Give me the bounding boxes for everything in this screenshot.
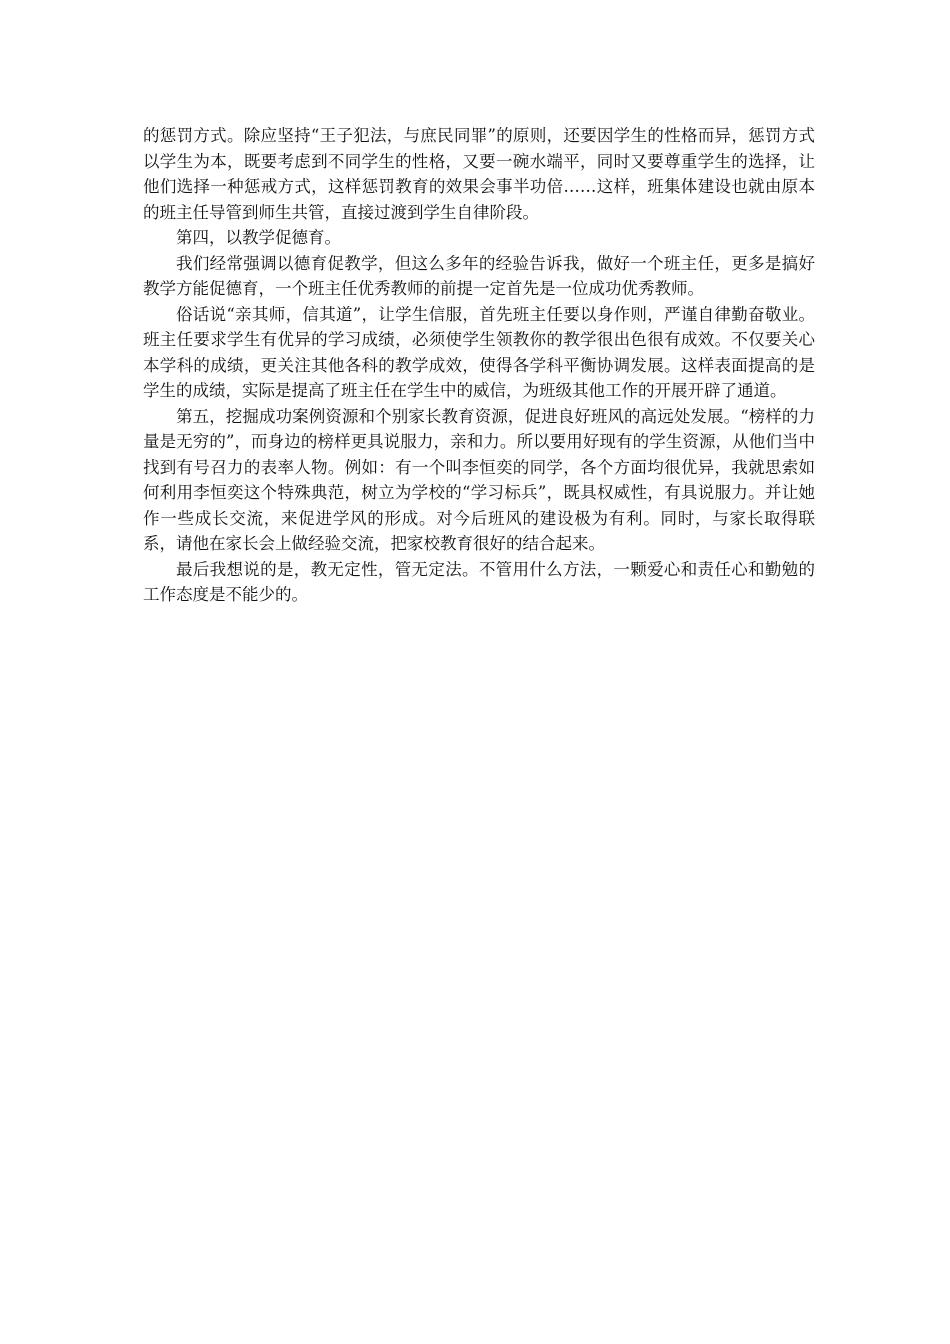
document-body xyxy=(143,123,815,608)
paragraph: 俗话说“亲其师，信其道”，让学生信服，首先班主任要以身作则，严谨自律勤奋敬业。班主任要求学生有优异的学习成绩，必须使学生领教你的教学很出色很有成效。不仅要关心本学科的成绩，更关注其他各科的教学成效，使得各学科平衡协调发展。这样表面提高的是学生的成绩，实际是提高了班主任在学生中的威信，为班级其他工作的开展开辟了通道。 xyxy=(143,304,815,400)
paragraph: 我们经常强调以德育促教学，但这么多年的经验告诉我，做好一个班主任，更多是搞好教学方能促德育，一个班主任优秀教师的前提一定首先是一位成功优秀教师。 xyxy=(143,253,815,298)
paragraph-heading-fifth: 第五，挖掘成功案例资源和个别家长教育资源，促进良好班风的高远处发展。“榜样的力量是无穷的”，而身边的榜样更具说服力，亲和力。所以要用好现有的学生资源，从他们当中找到有号召力的表率人物。例如：有一个叫李恒奕的同学，各个方面均很优异，我就思索如何利用李恒奕这个特殊典范，树立为学校的“学习标兵”，既具权威性，有具说服力。并让她作一些成长交流，来促进学风的形成。对今后班风的建设极为有利。同时，与家长取得联系，请他在家长会上做经验交流，把家校教育很好的结合起来。 xyxy=(143,406,815,553)
paragraph-heading-fourth: 第四，以教学促德育。 xyxy=(176,228,341,247)
paragraph-conclusion: 最后我想说的是，教无定性，管无定法。不管用什么方法，一颗爱心和责任心和勤勉的工作态度是不能少的。 xyxy=(143,559,815,604)
paragraph-continuation: 的惩罚方式。除应坚持“王子犯法，与庶民同罪”的原则，还要因学生的性格而异，惩罚方式以学生为本，既要考虑到不同学生的性格，又要一碗水端平，同时又要尊重学生的选择，让他们选择一种惩戒方式，这样惩罚教育的效果会事半功倍……这样，班集体建设也就由原本的班主任导管到师生共管，直接过渡到学生自律阶段。 xyxy=(143,126,815,222)
